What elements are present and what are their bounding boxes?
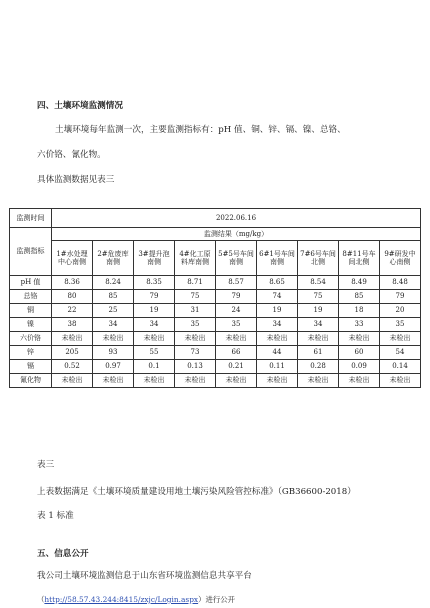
- value-cell: 85: [93, 290, 134, 304]
- bracket-open: （: [37, 595, 45, 604]
- table-row: [10, 374, 421, 388]
- value-cell: 74: [257, 290, 298, 304]
- section-5-heading: 五、信息公开: [37, 549, 89, 559]
- value-cell: 73: [175, 346, 216, 360]
- value-cell: 31: [175, 304, 216, 318]
- table-row-date: [10, 209, 421, 228]
- table-reference-text: 具体监测数据见表三: [37, 175, 115, 185]
- value-cell: 未检出: [298, 332, 339, 346]
- value-cell: 未检出: [175, 374, 216, 388]
- indicator-name-cell: 六价铬: [10, 332, 52, 346]
- table-row: [10, 346, 421, 360]
- value-cell: 25: [93, 304, 134, 318]
- date-cell: 2022.06.16: [52, 209, 421, 228]
- value-cell: 8.57: [216, 276, 257, 290]
- value-cell: 8.54: [298, 276, 339, 290]
- value-cell: 35: [175, 318, 216, 332]
- value-cell: 0.21: [216, 360, 257, 374]
- disclosure-text: 我公司土壤环境监测信息于山东省环境监测信息共享平台: [37, 571, 252, 581]
- value-cell: 79: [216, 290, 257, 304]
- value-cell: 8.24: [93, 276, 134, 290]
- point-header-cell: 1#水处理中心南侧: [52, 241, 93, 276]
- value-cell: 66: [216, 346, 257, 360]
- value-cell: 0.14: [380, 360, 421, 374]
- table-row: [10, 360, 421, 374]
- value-cell: 54: [380, 346, 421, 360]
- value-cell: 未检出: [52, 374, 93, 388]
- value-cell: 未检出: [298, 374, 339, 388]
- indicator-label-cell: 监测指标: [10, 228, 52, 276]
- value-cell: 0.97: [93, 360, 134, 374]
- table-row-result-label: [10, 228, 421, 241]
- standard-label: 表 1 标准: [37, 511, 74, 521]
- value-cell: 0.11: [257, 360, 298, 374]
- indicator-name-cell: 总铬: [10, 290, 52, 304]
- value-cell: 0.13: [175, 360, 216, 374]
- section-4-heading: 四、土壤环境监测情况: [37, 101, 123, 111]
- soil-monitoring-table: [9, 208, 421, 388]
- value-cell: 未检出: [380, 332, 421, 346]
- platform-url-line: [37, 594, 235, 605]
- point-header-cell: 2#危废库南侧: [93, 241, 134, 276]
- value-cell: 60: [339, 346, 380, 360]
- table-row: [10, 332, 421, 346]
- value-cell: 19: [134, 304, 175, 318]
- indicator-name-cell: pH 值: [10, 276, 52, 290]
- value-cell: 55: [134, 346, 175, 360]
- value-cell: 未检出: [93, 374, 134, 388]
- value-cell: 0.52: [52, 360, 93, 374]
- value-cell: 205: [52, 346, 93, 360]
- value-cell: 8.35: [134, 276, 175, 290]
- point-header-cell: 9#研发中心南侧: [380, 241, 421, 276]
- value-cell: 93: [93, 346, 134, 360]
- value-cell: 79: [380, 290, 421, 304]
- table-row: [10, 304, 421, 318]
- value-cell: 61: [298, 346, 339, 360]
- value-cell: 24: [216, 304, 257, 318]
- value-cell: 未检出: [257, 374, 298, 388]
- table-row-points: [10, 241, 421, 276]
- value-cell: 20: [380, 304, 421, 318]
- indicator-name-cell: 锌: [10, 346, 52, 360]
- value-cell: 19: [257, 304, 298, 318]
- value-cell: 18: [339, 304, 380, 318]
- value-cell: 75: [298, 290, 339, 304]
- point-header-cell: 4#化工原料库南侧: [175, 241, 216, 276]
- table-row: [10, 276, 421, 290]
- value-cell: 未检出: [93, 332, 134, 346]
- value-cell: 8.65: [257, 276, 298, 290]
- table-caption: 表三: [37, 460, 55, 470]
- value-cell: 38: [52, 318, 93, 332]
- value-cell: 未检出: [216, 332, 257, 346]
- value-cell: 8.71: [175, 276, 216, 290]
- value-cell: 8.49: [339, 276, 380, 290]
- value-cell: 80: [52, 290, 93, 304]
- value-cell: 34: [93, 318, 134, 332]
- platform-link[interactable]: http://58.57.43.244:8415/zxjc/Login.aspx: [44, 595, 199, 604]
- value-cell: 未检出: [175, 332, 216, 346]
- link-suffix: ）进行公开: [198, 595, 236, 604]
- indicator-name-cell: 镉: [10, 360, 52, 374]
- value-cell: 33: [339, 318, 380, 332]
- value-cell: 未检出: [339, 374, 380, 388]
- value-cell: 0.28: [298, 360, 339, 374]
- point-header-cell: 6#1号车间南侧: [257, 241, 298, 276]
- indicator-name-cell: 铜: [10, 304, 52, 318]
- value-cell: 44: [257, 346, 298, 360]
- point-header-cell: 3#提升泡南侧: [134, 241, 175, 276]
- value-cell: 19: [298, 304, 339, 318]
- monitoring-paragraph-line2: 六价铬、氰化物。: [37, 150, 106, 160]
- value-cell: 85: [339, 290, 380, 304]
- value-cell: 未检出: [380, 374, 421, 388]
- point-header-cell: 8#11号车间北侧: [339, 241, 380, 276]
- point-header-cell: 5#5号车间南侧: [216, 241, 257, 276]
- value-cell: 未检出: [216, 374, 257, 388]
- value-cell: 35: [380, 318, 421, 332]
- point-header-cell: 7#6号车间北侧: [298, 241, 339, 276]
- value-cell: 0.1: [134, 360, 175, 374]
- indicator-name-cell: 氰化物: [10, 374, 52, 388]
- value-cell: 35: [216, 318, 257, 332]
- value-cell: 34: [134, 318, 175, 332]
- monitoring-paragraph-line1: 土壤环境每年监测一次，主要监测指标有：pH 值、铜、锌、镉、镍、总铬、: [55, 125, 346, 135]
- value-cell: 8.36: [52, 276, 93, 290]
- value-cell: 34: [257, 318, 298, 332]
- value-cell: 未检出: [134, 374, 175, 388]
- value-cell: 75: [175, 290, 216, 304]
- value-cell: 22: [52, 304, 93, 318]
- value-cell: 79: [134, 290, 175, 304]
- value-cell: 未检出: [257, 332, 298, 346]
- standard-compliance-text: 上表数据满足《土壤环境质量建设用地土壤污染风险管控标准》（GB36600-2018）: [37, 487, 356, 497]
- value-cell: 未检出: [52, 332, 93, 346]
- value-cell: 8.48: [380, 276, 421, 290]
- table-row: [10, 318, 421, 332]
- value-cell: 34: [298, 318, 339, 332]
- value-cell: 0.09: [339, 360, 380, 374]
- result-label-cell: 监测结果（mg/kg）: [52, 228, 421, 241]
- value-cell: 未检出: [134, 332, 175, 346]
- value-cell: 未检出: [339, 332, 380, 346]
- time-label-cell: 监测时间: [10, 209, 52, 228]
- table-row: [10, 290, 421, 304]
- indicator-name-cell: 镍: [10, 318, 52, 332]
